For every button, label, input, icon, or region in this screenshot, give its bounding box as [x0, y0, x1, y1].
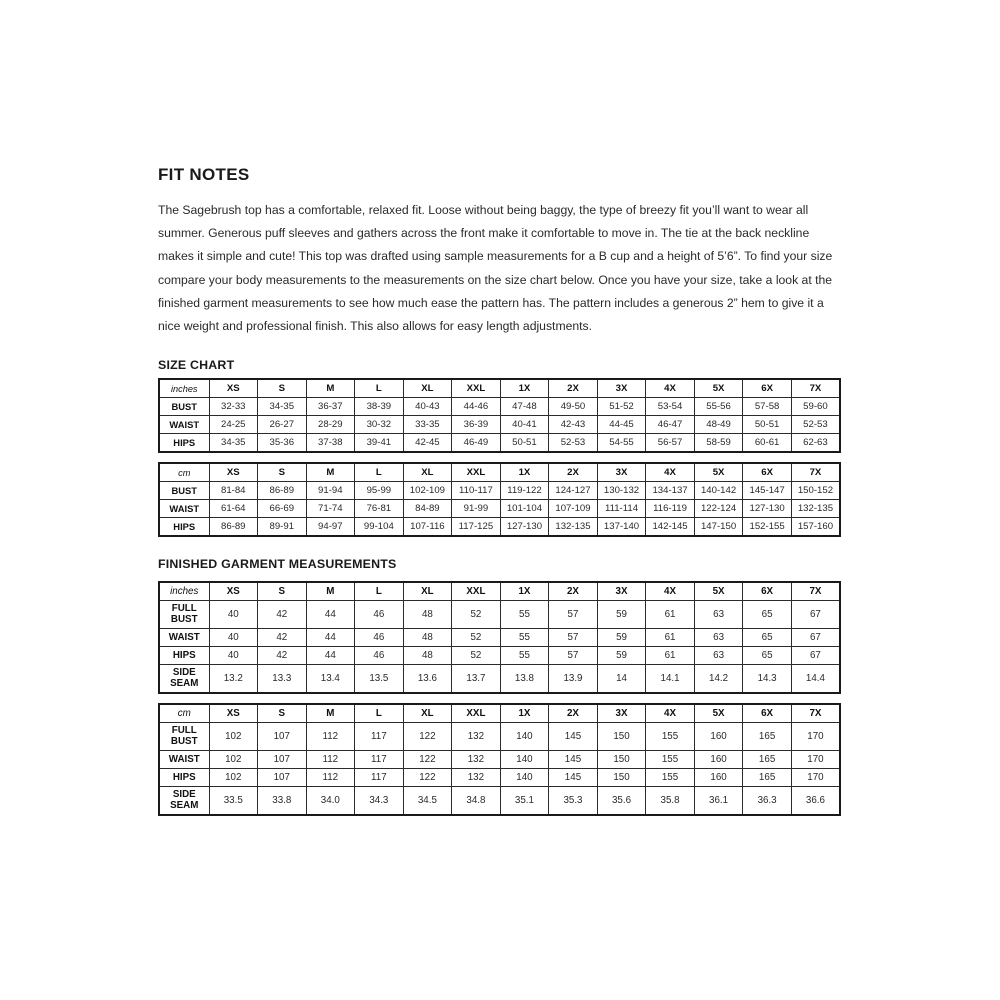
- table-cell: 60-61: [743, 434, 792, 453]
- table-cell: 112: [306, 769, 355, 787]
- size-header: S: [258, 704, 307, 723]
- table-cell: 119-122: [500, 482, 549, 500]
- table-cell: 48: [403, 629, 452, 647]
- table-cell: 42: [258, 647, 307, 665]
- table-cell: 40: [209, 601, 258, 629]
- table-cell: 56-57: [646, 434, 695, 453]
- table-cell: 117-125: [452, 518, 501, 537]
- table-cell: 55: [500, 601, 549, 629]
- table-cell: 67: [791, 601, 840, 629]
- table-cell: 65: [743, 629, 792, 647]
- table-cell: 145: [549, 723, 598, 751]
- row-label-line1: WAIST: [168, 632, 200, 644]
- size-header: XL: [403, 704, 452, 723]
- table-cell: 94-97: [306, 518, 355, 537]
- table-cell: 59: [597, 629, 646, 647]
- table-cell: 14.3: [743, 665, 792, 694]
- table-cell: 33.5: [209, 787, 258, 816]
- table-cell: 160: [694, 751, 743, 769]
- table-cell: 122: [403, 769, 452, 787]
- table-cell: 150: [597, 769, 646, 787]
- table-cell: 42-45: [403, 434, 452, 453]
- table-row: [159, 647, 840, 665]
- table-row: [159, 751, 840, 769]
- table-cell: 35.8: [646, 787, 695, 816]
- table-cell: 26-27: [258, 416, 307, 434]
- header-row: [159, 704, 840, 723]
- table-cell: 117: [355, 751, 404, 769]
- size-header: S: [258, 582, 307, 601]
- header-row: [159, 463, 840, 482]
- row-label-line1: FULL: [171, 725, 197, 737]
- table-cell: 50-51: [743, 416, 792, 434]
- table-cell: 46-47: [646, 416, 695, 434]
- table-cell: 44: [306, 647, 355, 665]
- table-cell: 132-135: [791, 500, 840, 518]
- table-cell: 132: [452, 751, 501, 769]
- size-header: 1X: [500, 704, 549, 723]
- size-header: 2X: [549, 379, 598, 398]
- table-cell: 102-109: [403, 482, 452, 500]
- table-cell: 34.5: [403, 787, 452, 816]
- table-cell: 59: [597, 647, 646, 665]
- table-cell: 52: [452, 629, 501, 647]
- table-cell: 35-36: [258, 434, 307, 453]
- table-cell: 33-35: [403, 416, 452, 434]
- table-cell: 91-94: [306, 482, 355, 500]
- table-cell: 65: [743, 647, 792, 665]
- size-header: 6X: [743, 463, 792, 482]
- table-cell: 50-51: [500, 434, 549, 453]
- table-cell: 140: [500, 769, 549, 787]
- finished-cm-table: [158, 703, 842, 816]
- table-cell: 66-69: [258, 500, 307, 518]
- table-cell: 57: [549, 601, 598, 629]
- header-row: [159, 379, 840, 398]
- table-cell: 127-130: [743, 500, 792, 518]
- table-cell: 14.1: [646, 665, 695, 694]
- table-cell: 36.6: [791, 787, 840, 816]
- table-cell: 67: [791, 629, 840, 647]
- table-cell: 107: [258, 723, 307, 751]
- table-cell: 61: [646, 629, 695, 647]
- table-cell: 46: [355, 647, 404, 665]
- table-row: [159, 482, 840, 500]
- size-header: 2X: [549, 704, 598, 723]
- size-header: S: [258, 463, 307, 482]
- row-label: HIPS: [159, 434, 209, 453]
- table-cell: 35.1: [500, 787, 549, 816]
- table-cell: 48-49: [694, 416, 743, 434]
- table-cell: 165: [743, 751, 792, 769]
- size-header: 6X: [743, 704, 792, 723]
- table-cell: 107-109: [549, 500, 598, 518]
- table-cell: 130-132: [597, 482, 646, 500]
- unit-label: cm: [159, 463, 209, 482]
- size-header: 5X: [694, 463, 743, 482]
- fit-notes-heading: FIT NOTES: [158, 165, 250, 184]
- table-cell: 46: [355, 601, 404, 629]
- table-cell: 140-142: [694, 482, 743, 500]
- table-cell: 52-53: [791, 416, 840, 434]
- table-cell: 170: [791, 769, 840, 787]
- size-header: 5X: [694, 582, 743, 601]
- table-cell: 107-116: [403, 518, 452, 537]
- size-header: 3X: [597, 463, 646, 482]
- size-header: 6X: [743, 379, 792, 398]
- measurement-table: [158, 703, 841, 816]
- size-header: M: [306, 463, 355, 482]
- table-cell: 35.3: [549, 787, 598, 816]
- size-chart-inches-table: [158, 378, 842, 453]
- table-cell: 59: [597, 601, 646, 629]
- table-cell: 86-89: [209, 518, 258, 537]
- fit-notes-page: [158, 165, 842, 816]
- measurement-table: [158, 378, 841, 453]
- table-cell: 34.0: [306, 787, 355, 816]
- size-header: 4X: [646, 379, 695, 398]
- unit-label: inches: [159, 379, 209, 398]
- size-header: XXL: [452, 704, 501, 723]
- table-cell: 52: [452, 601, 501, 629]
- table-cell: 134-137: [646, 482, 695, 500]
- row-label: BUST: [159, 398, 209, 416]
- table-cell: 155: [646, 769, 695, 787]
- table-row: [159, 434, 840, 453]
- table-cell: 122: [403, 723, 452, 751]
- table-cell: 122-124: [694, 500, 743, 518]
- table-cell: 36-39: [452, 416, 501, 434]
- row-label-line2: BUST: [170, 613, 198, 625]
- table-cell: 145-147: [743, 482, 792, 500]
- table-cell: 165: [743, 769, 792, 787]
- table-cell: 13.2: [209, 665, 258, 694]
- table-cell: 14.4: [791, 665, 840, 694]
- table-cell: 13.3: [258, 665, 307, 694]
- table-cell: 40-41: [500, 416, 549, 434]
- table-cell: 34.8: [452, 787, 501, 816]
- table-cell: 102: [209, 769, 258, 787]
- size-header: 1X: [500, 582, 549, 601]
- table-cell: 127-130: [500, 518, 549, 537]
- table-cell: 13.8: [500, 665, 549, 694]
- table-cell: 55: [500, 629, 549, 647]
- table-cell: 99-104: [355, 518, 404, 537]
- table-cell: 124-127: [549, 482, 598, 500]
- table-cell: 13.6: [403, 665, 452, 694]
- table-cell: 48: [403, 647, 452, 665]
- table-cell: 46: [355, 629, 404, 647]
- table-cell: 57: [549, 629, 598, 647]
- row-label-line1: FULL: [171, 603, 197, 615]
- table-cell: 150-152: [791, 482, 840, 500]
- table-cell: 49-50: [549, 398, 598, 416]
- size-header: 7X: [791, 582, 840, 601]
- size-header: XXL: [452, 582, 501, 601]
- table-cell: 53-54: [646, 398, 695, 416]
- row-label: BUST: [159, 482, 209, 500]
- table-cell: 160: [694, 769, 743, 787]
- table-cell: 40: [209, 647, 258, 665]
- table-row: [159, 601, 840, 629]
- size-header: 4X: [646, 463, 695, 482]
- size-header: 7X: [791, 704, 840, 723]
- row-label: [159, 787, 209, 816]
- table-cell: 48: [403, 601, 452, 629]
- table-cell: 44-45: [597, 416, 646, 434]
- table-row: [159, 500, 840, 518]
- table-cell: 13.7: [452, 665, 501, 694]
- size-header: 2X: [549, 463, 598, 482]
- size-chart-heading: SIZE CHART: [158, 358, 235, 373]
- table-row: [159, 787, 840, 816]
- table-cell: 101-104: [500, 500, 549, 518]
- row-label: [159, 647, 209, 665]
- table-cell: 84-89: [403, 500, 452, 518]
- table-cell: 157-160: [791, 518, 840, 537]
- row-label-line1: HIPS: [172, 772, 196, 784]
- table-row: [159, 416, 840, 434]
- size-header: XS: [209, 463, 258, 482]
- size-header: S: [258, 379, 307, 398]
- table-row: [159, 629, 840, 647]
- table-cell: 34-35: [209, 434, 258, 453]
- row-label-line2: BUST: [170, 735, 198, 747]
- row-label: [159, 769, 209, 787]
- table-cell: 67: [791, 647, 840, 665]
- table-cell: 47-48: [500, 398, 549, 416]
- table-row: [159, 723, 840, 751]
- table-cell: 57-58: [743, 398, 792, 416]
- table-row: [159, 665, 840, 694]
- unit-label: inches: [159, 582, 209, 601]
- table-cell: 112: [306, 723, 355, 751]
- row-label-line1: SIDE: [172, 667, 196, 679]
- table-cell: 55: [500, 647, 549, 665]
- table-cell: 62-63: [791, 434, 840, 453]
- size-header: 4X: [646, 582, 695, 601]
- size-header: XXL: [452, 463, 501, 482]
- table-cell: 44: [306, 629, 355, 647]
- table-cell: 54-55: [597, 434, 646, 453]
- table-cell: 107: [258, 769, 307, 787]
- table-cell: 42-43: [549, 416, 598, 434]
- table-cell: 95-99: [355, 482, 404, 500]
- table-cell: 110-117: [452, 482, 501, 500]
- table-cell: 63: [694, 647, 743, 665]
- size-header: 6X: [743, 582, 792, 601]
- size-header: 1X: [500, 379, 549, 398]
- table-cell: 81-84: [209, 482, 258, 500]
- size-header: 1X: [500, 463, 549, 482]
- table-cell: 145: [549, 769, 598, 787]
- header-row: [159, 582, 840, 601]
- table-cell: 34.3: [355, 787, 404, 816]
- row-label-line1: HIPS: [172, 650, 196, 662]
- table-cell: 30-32: [355, 416, 404, 434]
- table-cell: 44: [306, 601, 355, 629]
- size-header: XL: [403, 582, 452, 601]
- table-cell: 137-140: [597, 518, 646, 537]
- table-cell: 52-53: [549, 434, 598, 453]
- table-cell: 24-25: [209, 416, 258, 434]
- table-cell: 91-99: [452, 500, 501, 518]
- table-cell: 86-89: [258, 482, 307, 500]
- table-cell: 58-59: [694, 434, 743, 453]
- table-cell: 36.1: [694, 787, 743, 816]
- table-cell: 147-150: [694, 518, 743, 537]
- table-cell: 37-38: [306, 434, 355, 453]
- table-cell: 42: [258, 601, 307, 629]
- row-label: [159, 665, 209, 694]
- table-cell: 65: [743, 601, 792, 629]
- table-cell: 117: [355, 723, 404, 751]
- size-header: XL: [403, 379, 452, 398]
- row-label: [159, 601, 209, 629]
- row-label: WAIST: [159, 500, 209, 518]
- table-cell: 155: [646, 751, 695, 769]
- row-label: WAIST: [159, 416, 209, 434]
- measurement-table: [158, 581, 841, 694]
- table-cell: 59-60: [791, 398, 840, 416]
- size-header: M: [306, 704, 355, 723]
- table-cell: 117: [355, 769, 404, 787]
- row-label-line2: SEAM: [170, 677, 199, 689]
- table-row: [159, 769, 840, 787]
- size-header: M: [306, 582, 355, 601]
- table-cell: 33.8: [258, 787, 307, 816]
- table-cell: 28-29: [306, 416, 355, 434]
- table-cell: 44-46: [452, 398, 501, 416]
- table-cell: 42: [258, 629, 307, 647]
- table-cell: 170: [791, 723, 840, 751]
- row-label: [159, 723, 209, 751]
- size-header: 5X: [694, 704, 743, 723]
- table-cell: 102: [209, 723, 258, 751]
- table-cell: 61-64: [209, 500, 258, 518]
- size-header: M: [306, 379, 355, 398]
- row-label: HIPS: [159, 518, 209, 537]
- unit-label: cm: [159, 704, 209, 723]
- table-cell: 140: [500, 723, 549, 751]
- size-header: L: [355, 379, 404, 398]
- size-header: 7X: [791, 463, 840, 482]
- table-cell: 102: [209, 751, 258, 769]
- table-cell: 63: [694, 629, 743, 647]
- table-cell: 61: [646, 647, 695, 665]
- size-header: XL: [403, 463, 452, 482]
- table-cell: 39-41: [355, 434, 404, 453]
- table-cell: 122: [403, 751, 452, 769]
- table-cell: 38-39: [355, 398, 404, 416]
- row-label: [159, 629, 209, 647]
- row-label: [159, 751, 209, 769]
- size-header: XS: [209, 379, 258, 398]
- size-header: 5X: [694, 379, 743, 398]
- table-cell: 111-114: [597, 500, 646, 518]
- table-cell: 40-43: [403, 398, 452, 416]
- size-header: XS: [209, 582, 258, 601]
- table-cell: 107: [258, 751, 307, 769]
- table-cell: 61: [646, 601, 695, 629]
- table-cell: 14: [597, 665, 646, 694]
- table-cell: 13.9: [549, 665, 598, 694]
- table-cell: 140: [500, 751, 549, 769]
- table-cell: 57: [549, 647, 598, 665]
- size-header: L: [355, 463, 404, 482]
- size-header: 3X: [597, 704, 646, 723]
- table-cell: 32-33: [209, 398, 258, 416]
- table-cell: 36.3: [743, 787, 792, 816]
- table-cell: 142-145: [646, 518, 695, 537]
- size-header: XXL: [452, 379, 501, 398]
- table-row: [159, 518, 840, 537]
- size-header: 3X: [597, 379, 646, 398]
- size-header: 2X: [549, 582, 598, 601]
- table-cell: 150: [597, 723, 646, 751]
- table-cell: 36-37: [306, 398, 355, 416]
- table-cell: 51-52: [597, 398, 646, 416]
- table-cell: 76-81: [355, 500, 404, 518]
- table-cell: 132-135: [549, 518, 598, 537]
- table-cell: 112: [306, 751, 355, 769]
- size-header: 3X: [597, 582, 646, 601]
- row-label-line1: SIDE: [172, 789, 196, 801]
- table-cell: 14.2: [694, 665, 743, 694]
- size-header: 7X: [791, 379, 840, 398]
- table-cell: 46-49: [452, 434, 501, 453]
- table-cell: 40: [209, 629, 258, 647]
- row-label-line2: SEAM: [170, 799, 199, 811]
- table-cell: 63: [694, 601, 743, 629]
- table-cell: 152-155: [743, 518, 792, 537]
- table-cell: 150: [597, 751, 646, 769]
- table-cell: 165: [743, 723, 792, 751]
- size-header: L: [355, 704, 404, 723]
- table-cell: 170: [791, 751, 840, 769]
- table-cell: 52: [452, 647, 501, 665]
- finished-inches-table: [158, 581, 842, 694]
- table-cell: 34-35: [258, 398, 307, 416]
- table-cell: 55-56: [694, 398, 743, 416]
- table-cell: 155: [646, 723, 695, 751]
- size-chart-cm-table: [158, 462, 842, 537]
- table-cell: 132: [452, 723, 501, 751]
- row-label-line1: WAIST: [168, 754, 200, 766]
- measurement-table: [158, 462, 841, 537]
- table-cell: 89-91: [258, 518, 307, 537]
- fit-notes-paragraph: The Sagebrush top has a comfortable, relaxed fit. Loose without being baggy, the type of breezy fit you’ll want to wear all summer. Generous puff sleeves and gathers across the front make it comfortable to move in. The tie at the back neckline makes it simple and cute! This top was drafted using sample measurements for a B cup and a height of 5’6”. To find your size compare your body measurements to the measurements on the size chart below. Once you have your size, take a look at the finished garment measurements to see how much ease the pattern has. The pattern includes a generous 2” hem to give it a nice weight and professional finish. This also allows for easy length adjustments.: [158, 203, 833, 334]
- table-cell: 116-119: [646, 500, 695, 518]
- table-cell: 132: [452, 769, 501, 787]
- table-cell: 35.6: [597, 787, 646, 816]
- table-row: [159, 398, 840, 416]
- table-cell: 71-74: [306, 500, 355, 518]
- table-cell: 160: [694, 723, 743, 751]
- finished-garment-heading: FINISHED GARMENT MEASUREMENTS: [158, 557, 397, 572]
- table-cell: 145: [549, 751, 598, 769]
- table-cell: 13.5: [355, 665, 404, 694]
- size-header: XS: [209, 704, 258, 723]
- table-cell: 13.4: [306, 665, 355, 694]
- size-header: 4X: [646, 704, 695, 723]
- size-header: L: [355, 582, 404, 601]
